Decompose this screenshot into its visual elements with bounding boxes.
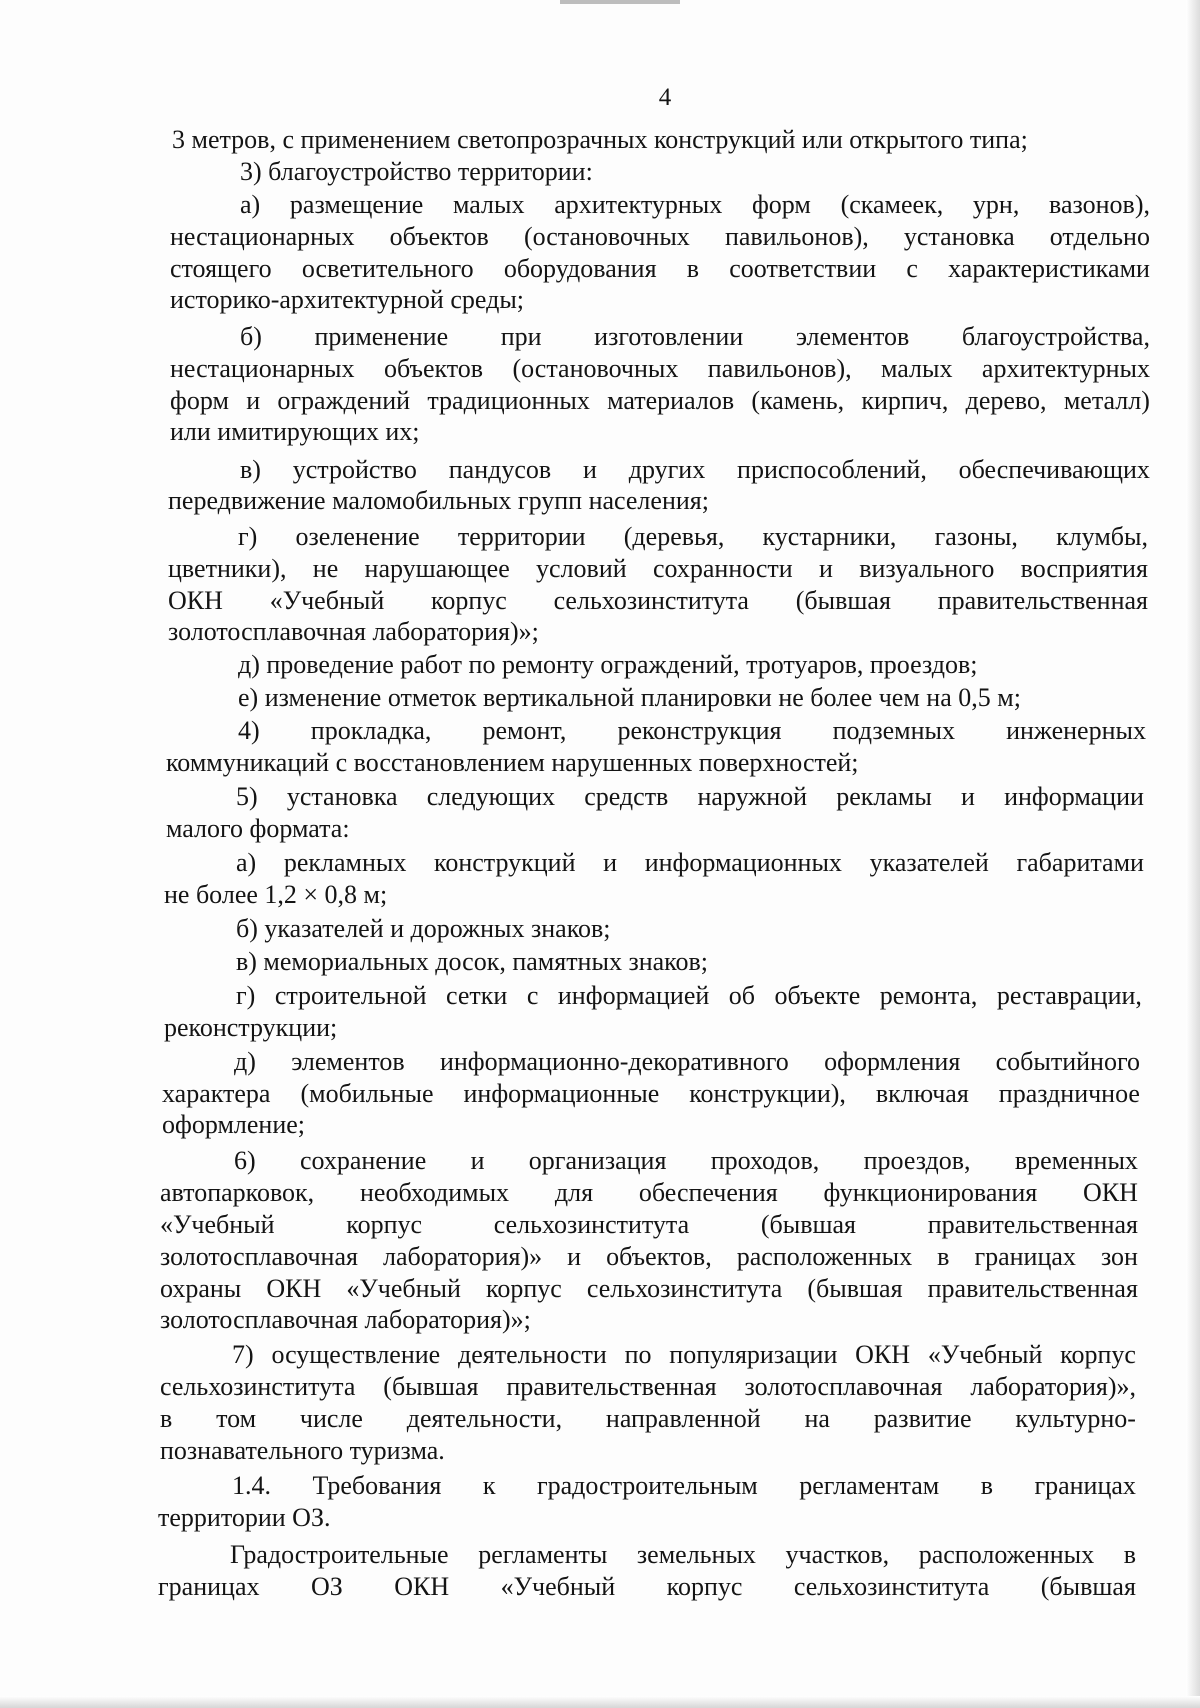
text-line: а) рекламных конструкций и информационных указателей габаритами [236, 848, 1144, 877]
text-line: е) изменение отметок вертикальной планировки не более чем на 0,5 м; [238, 683, 1021, 712]
text-line: передвижение маломобильных групп населения; [168, 486, 709, 515]
text-line: историко-архитектурной среды; [170, 285, 525, 314]
text-line: 4) прокладка, ремонт, реконструкция подземных инженерных [238, 716, 1146, 745]
text-line: границах ОЗ ОКН «Учебный корпус сельхозинститута (бывшая [158, 1572, 1136, 1601]
text-line: д) проведение работ по ремонту ограждений, тротуаров, проездов; [238, 650, 978, 679]
text-line: или имитирующих их; [170, 417, 420, 446]
scan-edge-bottom [0, 1696, 1200, 1708]
text-line: в) мемориальных досок, памятных знаков; [236, 947, 708, 976]
text-line: в) устройство пандусов и других приспособлений, обеспечивающих [240, 455, 1150, 484]
text-line: д) элементов информационно-декоративного оформления событийного [234, 1047, 1140, 1076]
text-line: малого формата: [166, 814, 350, 843]
text-line: нестационарных объектов (остановочных павильонов), малых архитектурных [170, 354, 1150, 383]
scan-top-mark [560, 0, 680, 4]
text-line: «Учебный корпус сельхозинститута (бывшая правительственная [160, 1210, 1138, 1239]
text-line: форм и ограждений традиционных материалов (камень, кирпич, дерево, металл) [170, 386, 1150, 415]
text-line: характера (мобильные информационные конструкции), включая праздничное [162, 1079, 1140, 1108]
text-line: золотосплавочная лаборатория)»; [168, 617, 539, 646]
text-line: 7) осуществление деятельности по популяризации ОКН «Учебный корпус [232, 1340, 1136, 1369]
text-line: в том числе деятельности, направленной на развитие культурно- [160, 1404, 1136, 1433]
text-line: коммуникаций с восстановлением нарушенных поверхностей; [166, 748, 859, 777]
text-line: 3 метров, с применением светопрозрачных конструкций или открытого типа; [172, 125, 1028, 154]
text-line: ОКН «Учебный корпус сельхозинститута (бывшая правительственная [168, 586, 1148, 615]
text-line: б) указателей и дорожных знаков; [236, 914, 611, 943]
text-line: а) размещение малых архитектурных форм (скамеек, урн, вазонов), [240, 190, 1150, 219]
text-line: сельхозинститута (бывшая правительственная золотосплавочная лаборатория)», [160, 1372, 1136, 1401]
text-line: б) применение при изготовлении элементов благоустройства, [240, 322, 1150, 351]
text-line: оформление; [162, 1110, 306, 1139]
text-line: 5) установка следующих средств наружной рекламы и информации [236, 782, 1144, 811]
text-line: реконструкции; [164, 1013, 338, 1042]
text-line: золотосплавочная лаборатория)» и объектов, расположенных в границах зон [160, 1242, 1138, 1271]
text-line: Градостроительные регламенты земельных участков, расположенных в [230, 1540, 1136, 1569]
text-line: цветники), не нарушающее условий сохранности и визуального восприятия [168, 554, 1148, 583]
text-line: нестационарных объектов (остановочных павильонов), установка отдельно [170, 222, 1150, 251]
text-line: 6) сохранение и организация проходов, проездов, временных [234, 1146, 1138, 1175]
page-number: 4 [658, 84, 672, 111]
scan-edge-right [1186, 0, 1200, 1708]
text-line: территории ОЗ. [158, 1503, 331, 1532]
text-line: золотосплавочная лаборатория)»; [160, 1305, 531, 1334]
text-line: охраны ОКН «Учебный корпус сельхозинститута (бывшая правительственная [160, 1274, 1138, 1303]
text-line: автопарковок, необходимых для обеспечения функционирования ОКН [160, 1178, 1138, 1207]
text-line: г) строительной сетки с информацией об объекте ремонта, реставрации, [236, 981, 1142, 1010]
text-line: г) озеленение территории (деревья, кустарники, газоны, клумбы, [238, 522, 1148, 551]
text-line: не более 1,2 × 0,8 м; [164, 880, 388, 909]
text-line: 3) благоустройство территории: [240, 157, 593, 186]
text-line: стоящего осветительного оборудования в соответствии с характеристиками [170, 254, 1150, 283]
text-line: 1.4. Требования к градостроительным регламентам в границах [232, 1471, 1136, 1500]
text-line: познавательного туризма. [160, 1436, 445, 1465]
